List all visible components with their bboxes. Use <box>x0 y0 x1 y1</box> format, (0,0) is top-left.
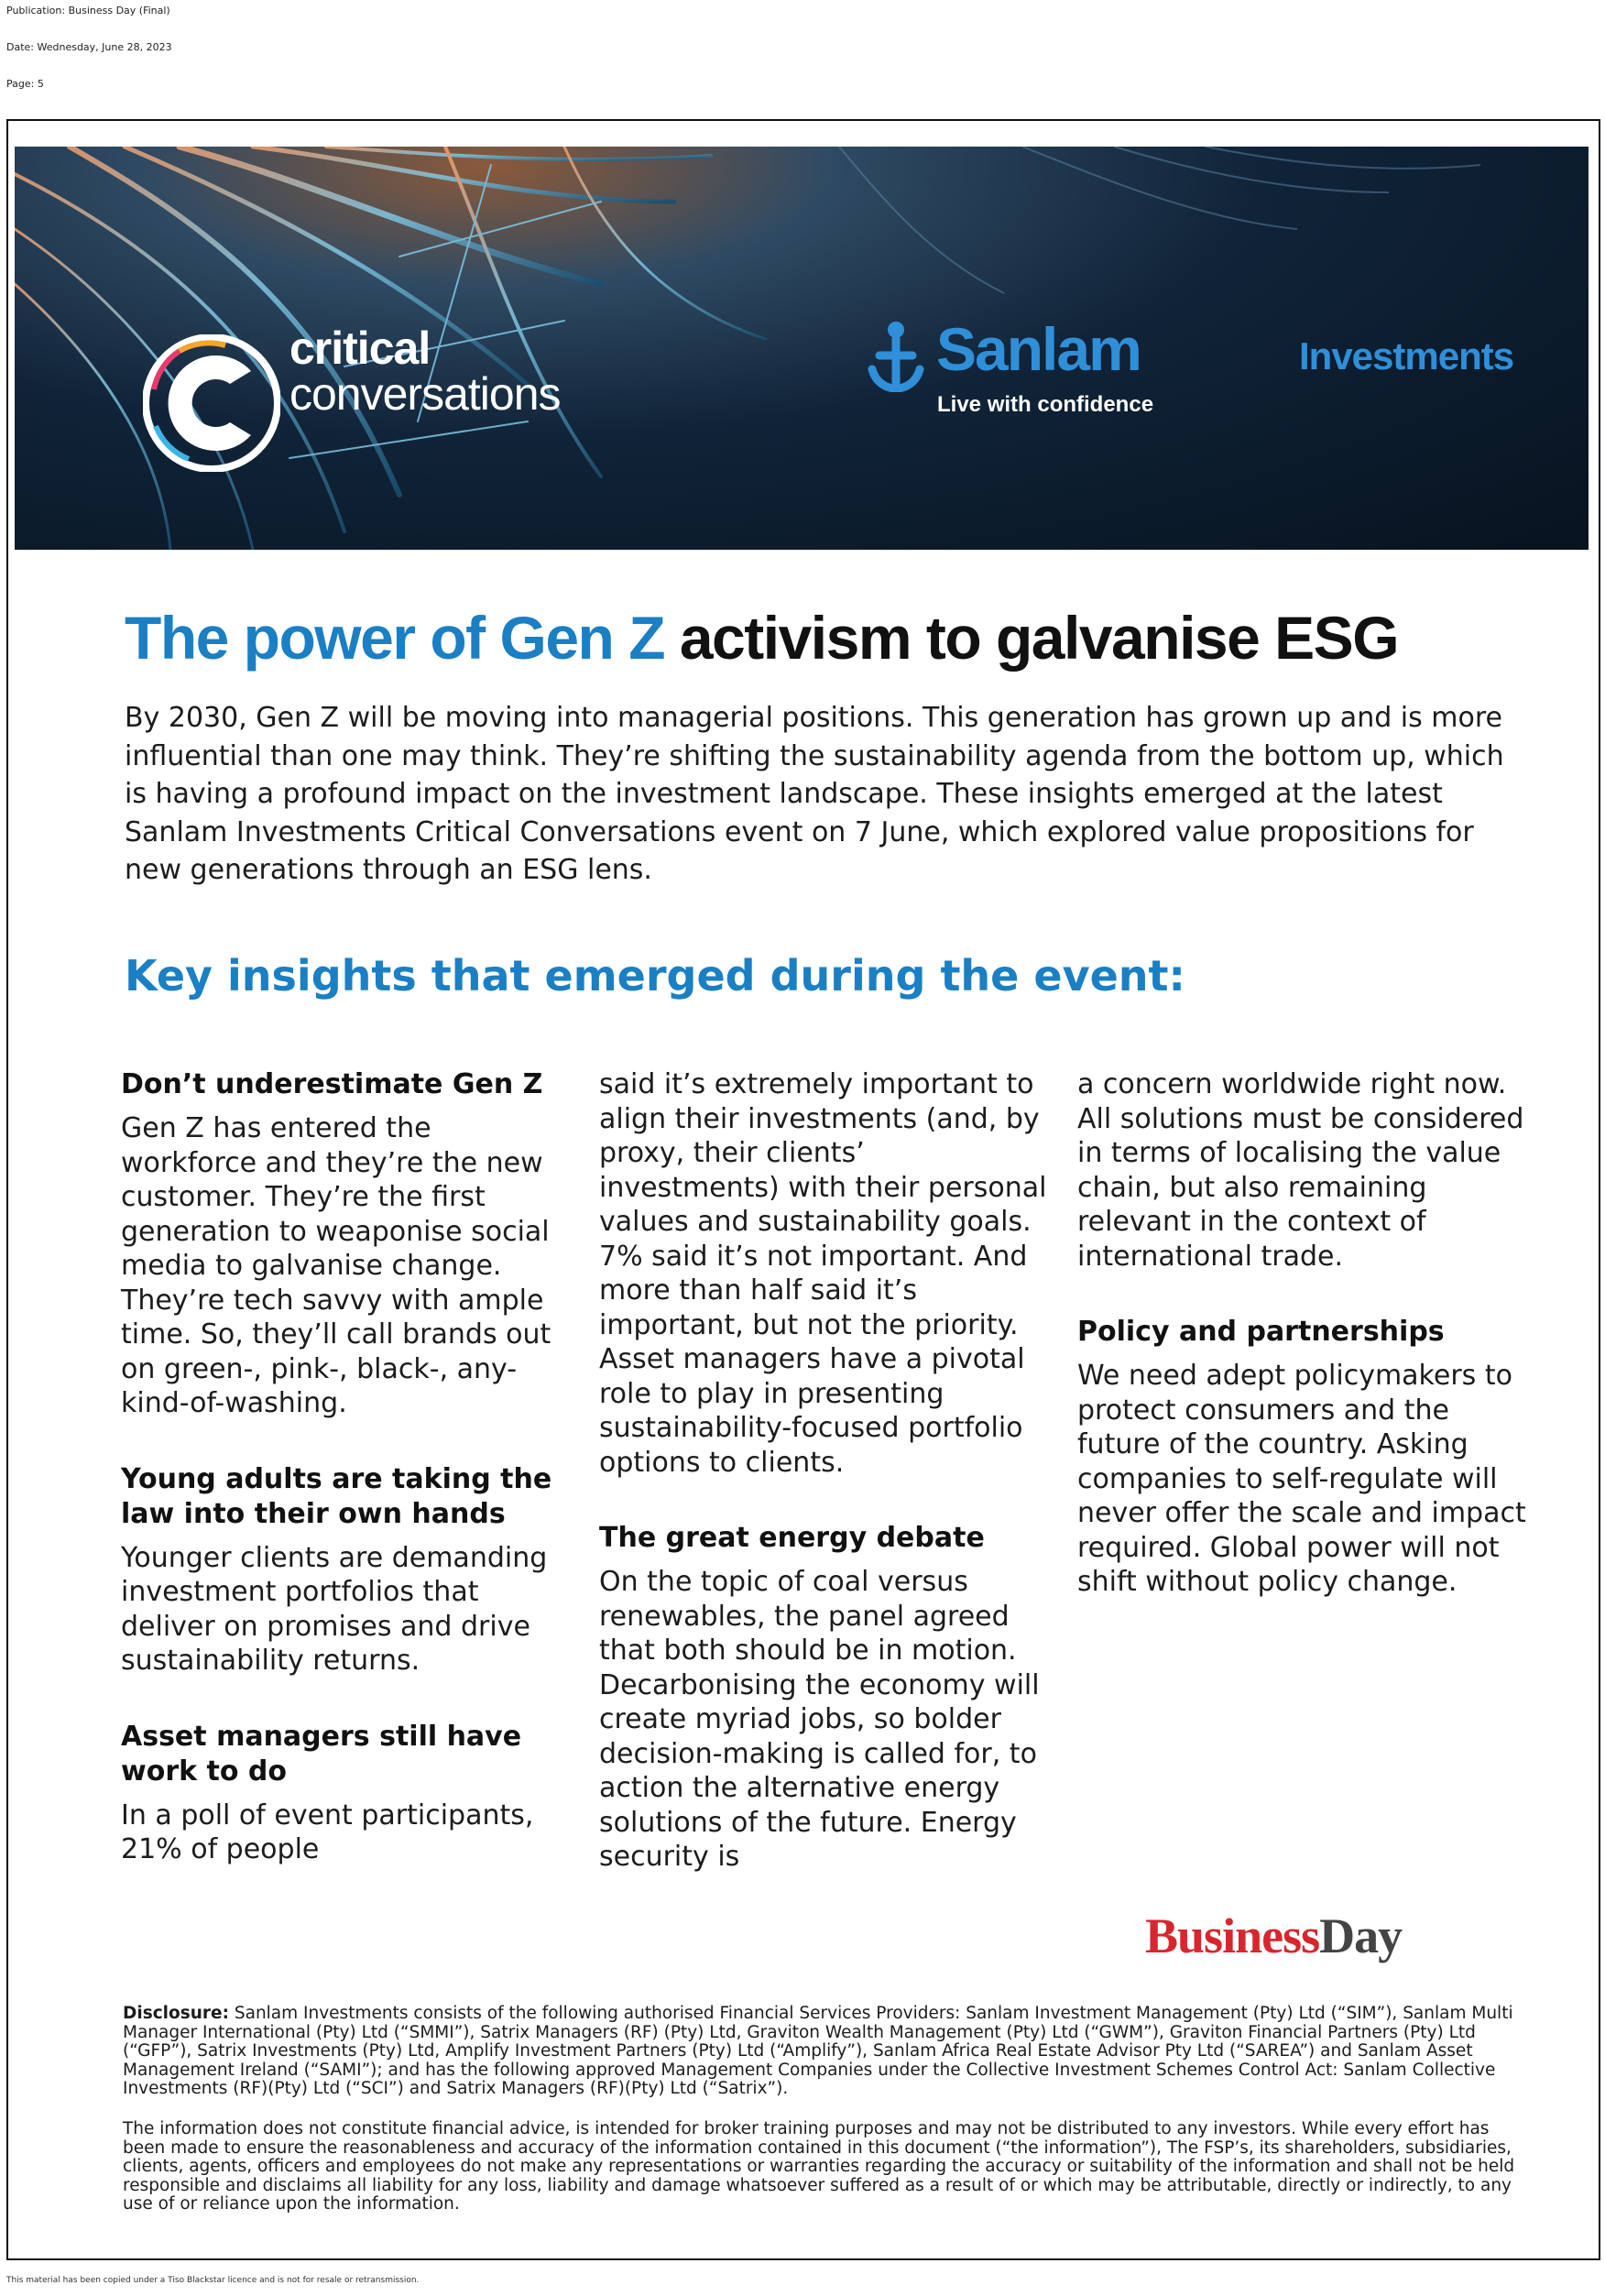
column-1 <box>121 1067 570 1867</box>
critical-conversations-logo-icon <box>143 334 280 472</box>
publication-label: Publication: Business Day (Final) <box>6 5 170 16</box>
column-2 <box>599 1067 1048 1875</box>
disclosure-text: Sanlam Investments consists of the following authorised Financial Services Providers: Sanlam Investment Management (Pty) Ltd (“SIM”), Sanlam Multi Manager International (Pty) Ltd (“SMMI”), Satrix Managers (RF) (Pty) Ltd, Graviton Wealth Management (Pty) Ltd (“GWM”), Graviton Financial Partners (Pty) Ltd (“GFP”), Satrix Investments (Pty) Ltd, Amplify Investment Partners (Pty) Ltd (“Amplify”), Sanlam Africa Real Estate Advisor Pty Ltd (“SAREA”) and Sanlam Asset Management Ireland (“SAMI”); and has the following approved Management Companies under the Collective Investment Schemes Control Act: Sanlam Collective Investments (RF)(Pty) Ltd (“SCI”) and Satrix Managers (RF)(Pty) Ltd (“Satrix”). <box>123 2004 1513 2098</box>
date-label: Date: Wednesday, June 28, 2023 <box>6 41 172 53</box>
banner <box>15 147 1589 550</box>
sanlam-tagline: Live with confidence <box>937 392 1154 417</box>
paragraph-energy-debate: On the topic of coal versus renewables, the panel agreed that both should be in motion. Decarbonising the economy will create myriad jobs, so bolder decision-making is called for, to action the alternative energy solutions of the future. Energy security is <box>599 1566 1040 1873</box>
businessday-logo-part2: Day <box>1319 1908 1403 1963</box>
paragraph-energy-continued: a concern worldwide right now. All solutions must be considered in terms of localising the value chain, but also remaining relevant in the context of international trade. <box>1077 1068 1524 1273</box>
headline <box>125 603 1398 672</box>
column-3 <box>1077 1067 1526 1600</box>
paragraph-gen-z: Gen Z has entered the workforce and they’re the new customer. They’re the first generation to weaponise social media to galvanise change. They’re tech savvy with ample time. So, they’ll call brands out on green-, pink-, black-, any-kind-of-washing. <box>121 1112 551 1419</box>
sanlam-anchor-icon <box>867 319 926 392</box>
businessday-logo-part1: Business <box>1145 1908 1320 1963</box>
page-label: Page: 5 <box>6 78 44 90</box>
headline-dark: activism to galvanise ESG <box>664 604 1399 672</box>
paragraph-asset-managers: In a poll of event participants, 21% of people <box>121 1799 534 1865</box>
disclosure-paragraph <box>123 2005 1515 2099</box>
subheading-energy-debate: The great energy debate <box>599 1522 985 1554</box>
key-insights-heading: Key insights that emerged during the event: <box>125 951 1185 1000</box>
intro-paragraph: By 2030, Gen Z will be moving into managerial positions. This generation has grown up and is more influential than one may think. They’re shifting the sustainability agenda from the bottom up, which is having a profound impact on the investment landscape. These insights emerged at the latest Sanlam Investments Critical Conversations event on 7 June, which explored value propositions for new generations through an ESG lens. <box>125 702 1504 886</box>
paragraph-poll-continued: said it’s extremely important to align their investments (and, by proxy, their clients’ investments) with their personal values and sustainability goals. 7% said it’s not important. And more than half said it’s important, but not the priority. Asset managers have a pivotal role to play in presenting sustainability-focused portfolio options to clients. <box>599 1068 1047 1479</box>
critical-conversations-wordmark <box>289 323 561 420</box>
cc-line2: conversations <box>289 368 561 420</box>
subheading-asset-managers: Asset managers still have work to do <box>121 1720 522 1788</box>
disclaimer-paragraph: The information does not constitute financial advice, is intended for broker training purposes and may not be distributed to any investors. While every effort has been made to ensure the reasonableness and accuracy of the information contained in this document (“the information”), The FSP’s, its shareholders, subsidiaries, clients, agents, officers and employees do not make any representations or warranties regarding the accuracy or suitability of the information and shall not be held responsible and disclaims all liability for any loss, liability and damage whatsoever suffered as a result of or which may be attributable, directly or indirectly, to any use of or reliance upon the information. <box>123 2119 1515 2214</box>
cc-line1: critical <box>289 323 431 374</box>
sanlam-wordmark: Sanlam <box>936 315 1141 383</box>
subheading-gen-z: Don’t underestimate Gen Z <box>121 1068 543 1100</box>
paragraph-young-adults: Younger clients are demanding investment portfolios that deliver on promises and drive sustainability returns. <box>121 1541 548 1677</box>
disclosure-label: Disclosure: <box>123 2004 229 2023</box>
headline-blue: The power of Gen Z <box>125 604 665 672</box>
copyright-note: This material has been copied under a Tiso Blackstar licence and is not for resale or retransmission. <box>6 2276 420 2285</box>
paragraph-policy: We need adept policymakers to protect consumers and the future of the country. Asking companies to self-regulate will never offer the scale and impact required. Global power will not shift without policy change. <box>1077 1360 1526 1598</box>
subheading-policy: Policy and partnerships <box>1077 1316 1445 1348</box>
businessday-logo <box>1145 1908 1402 1964</box>
investments-label: Investments <box>1299 334 1514 377</box>
subheading-young-adults: Young adults are taking the law into their own hands <box>121 1462 552 1530</box>
